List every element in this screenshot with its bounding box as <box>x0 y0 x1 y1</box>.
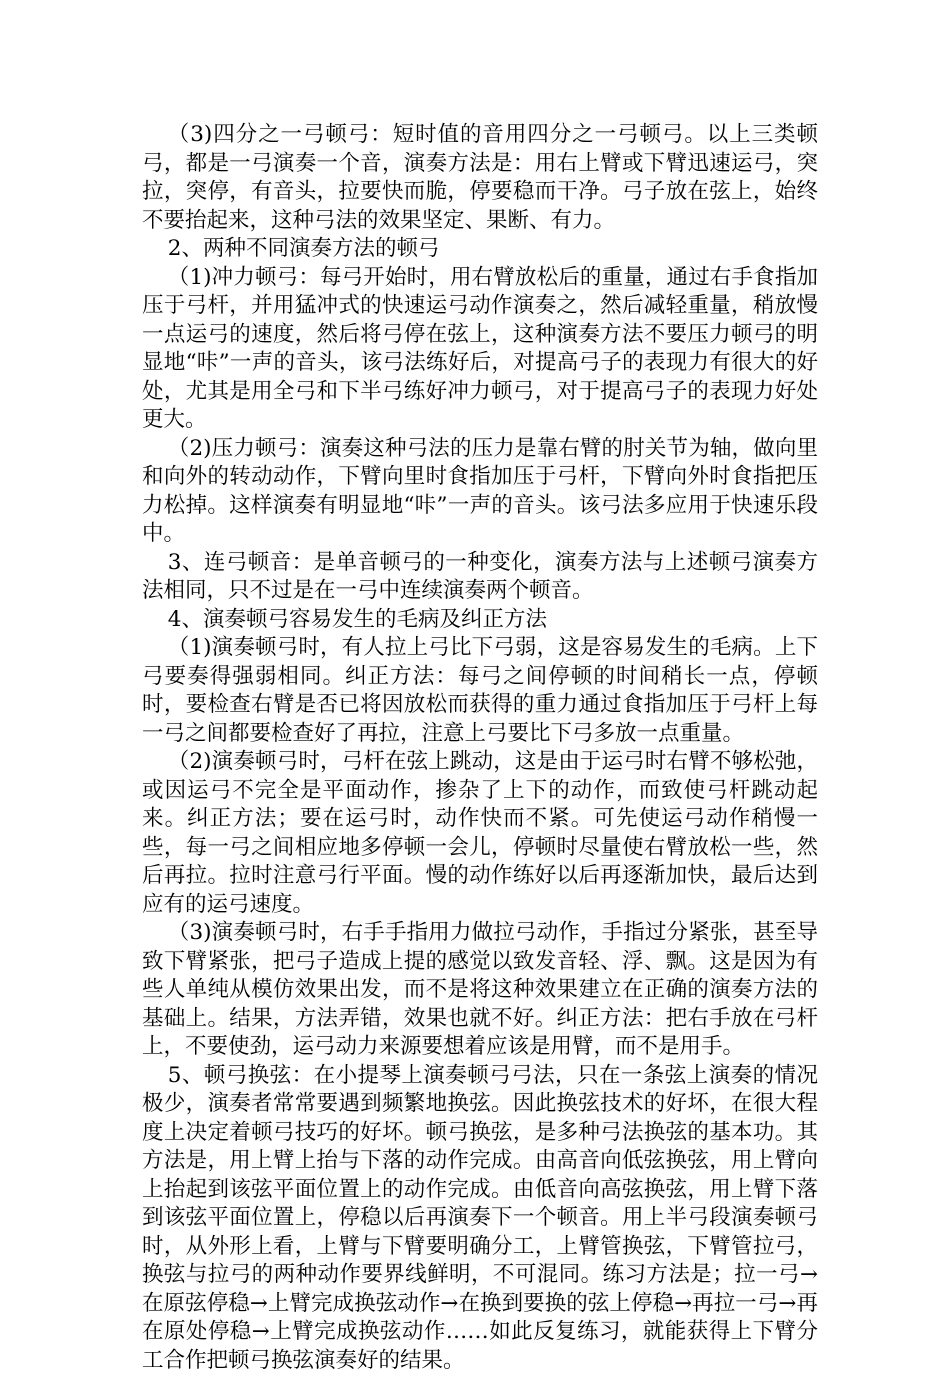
paragraph-fault-tense-fingers: （3)演奏顿弓时，右手手指用力做拉弓动作，手指过分紧张，甚至导致下臂紧张，把弓子造成上提的感觉以致发音轻、浮、飘。这是因为有些人单纯从模仿效果出发，而不是将这种效果建立在正确的演奏方法的基础上。结果，方法弄错，效果也就不好。纠正方法：把右手放在弓杆上，不要使劲，运弓动力来源要想着应该是用臂，而不是用手。 <box>142 919 818 1062</box>
paragraph-fault-bouncing-bow: （2)演奏顿弓时，弓杆在弦上跳动，这是由于运弓时右臂不够松弛，或因运弓不完全是平面动作，掺杂了上下的动作，而致使弓杆跳动起来。纠正方法；要在运弓时，动作快而不紧。可先使运弓动作稍慢一些，每一弓之间相应地多停顿一会儿，停顿时尽量使右臂放松一些，然后再拉。拉时注意弓行平面。慢的动作练好以后再逐渐加快，最后达到应有的运弓速度。 <box>142 748 818 919</box>
paragraph-pressure-detache: （2)压力顿弓：演奏这种弓法的压力是靠右臂的肘关节为轴，做向里和向外的转动动作，下臂向里时食指加压于弓杆，下臂向外时食指把压力松掉。这样演奏有明显地“咔”一声的音头。该弓法多应用于快速乐段中。 <box>142 435 818 549</box>
section-heading-two-methods: 2、两种不同演奏方法的顿弓 <box>142 235 818 264</box>
paragraph-quarter-bow-detache: （3)四分之一弓顿弓：短时值的音用四分之一弓顿弓。以上三类顿弓，都是一弓演奏一个音，演奏方法是：用右上臂或下臂迅速运弓，突拉，突停，有音头，拉要快而脆，停要稳而干净。弓子放在弦上，始终不要抬起来，这种弓法的效果坚定、果断、有力。 <box>142 121 818 235</box>
paragraph-fault-weak-upbow: （1)演奏顿弓时，有人拉上弓比下弓弱，这是容易发生的毛病。上下弓要奏得强弱相同。纠正方法：每弓之间停顿的时间稍长一点，停顿时，要检查右臂是否已将因放松而获得的重力通过食指加压于弓杆上每一弓之间都要检查好了再拉，注意上弓要比下弓多放一点重量。 <box>142 634 818 748</box>
section-heading-common-faults: 4、演奏顿弓容易发生的毛病及纠正方法 <box>142 606 818 635</box>
paragraph-impulse-detache: （1)冲力顿弓：每弓开始时，用右臂放松后的重量，通过右手食指加压于弓杆，并用猛冲式的快速运弓动作演奏之，然后减轻重量，稍放慢一点运弓的速度，然后将弓停在弦上，这种演奏方法不要压力顿弓的明显地“咔”一声的音头，该弓法练好后，对提高弓子的表现力有很大的好处，尤其是用全弓和下半弓练好冲力顿弓，对于提高弓子的表现力好处更大。 <box>142 264 818 435</box>
paragraph-slurred-detache: 3、连弓顿音：是单音顿弓的一种变化，演奏方法与上述顿弓演奏方法相同，只不过是在一弓中连续演奏两个顿音。 <box>142 549 818 606</box>
document-page <box>142 121 818 1375</box>
paragraph-string-crossing: 5、顿弓换弦：在小提琴上演奏顿弓弓法，只在一条弦上演奏的情况极少，演奏者常常要遇到频繁地换弦。因此换弦技术的好坏，在很大程度上决定着顿弓技巧的好坏。顿弓换弦，是多种弓法换弦的基本功。其方法是，用上臂上抬与下落的动作完成。由高音向低弦换弦，用上臂向上抬起到该弦平面位置上的动作完成。由低音向高弦换弦，用上臂下落到该弦平面位置上，停稳以后再演奏下一个顿音。用上半弓段演奏顿弓时，从外形上看，上臂与下臂要明确分工，上臂管换弦，下臂管拉弓，换弦与拉弓的两种动作要界线鲜明，不可混同。练习方法是；拉一弓→在原弦停稳→上臂完成换弦动作→在换到要换的弦上停稳→再拉一弓→再在原处停稳→上臂完成换弦动作……如此反复练习，就能获得上下臂分工合作把顿弓换弦演奏好的结果。 <box>142 1062 818 1375</box>
